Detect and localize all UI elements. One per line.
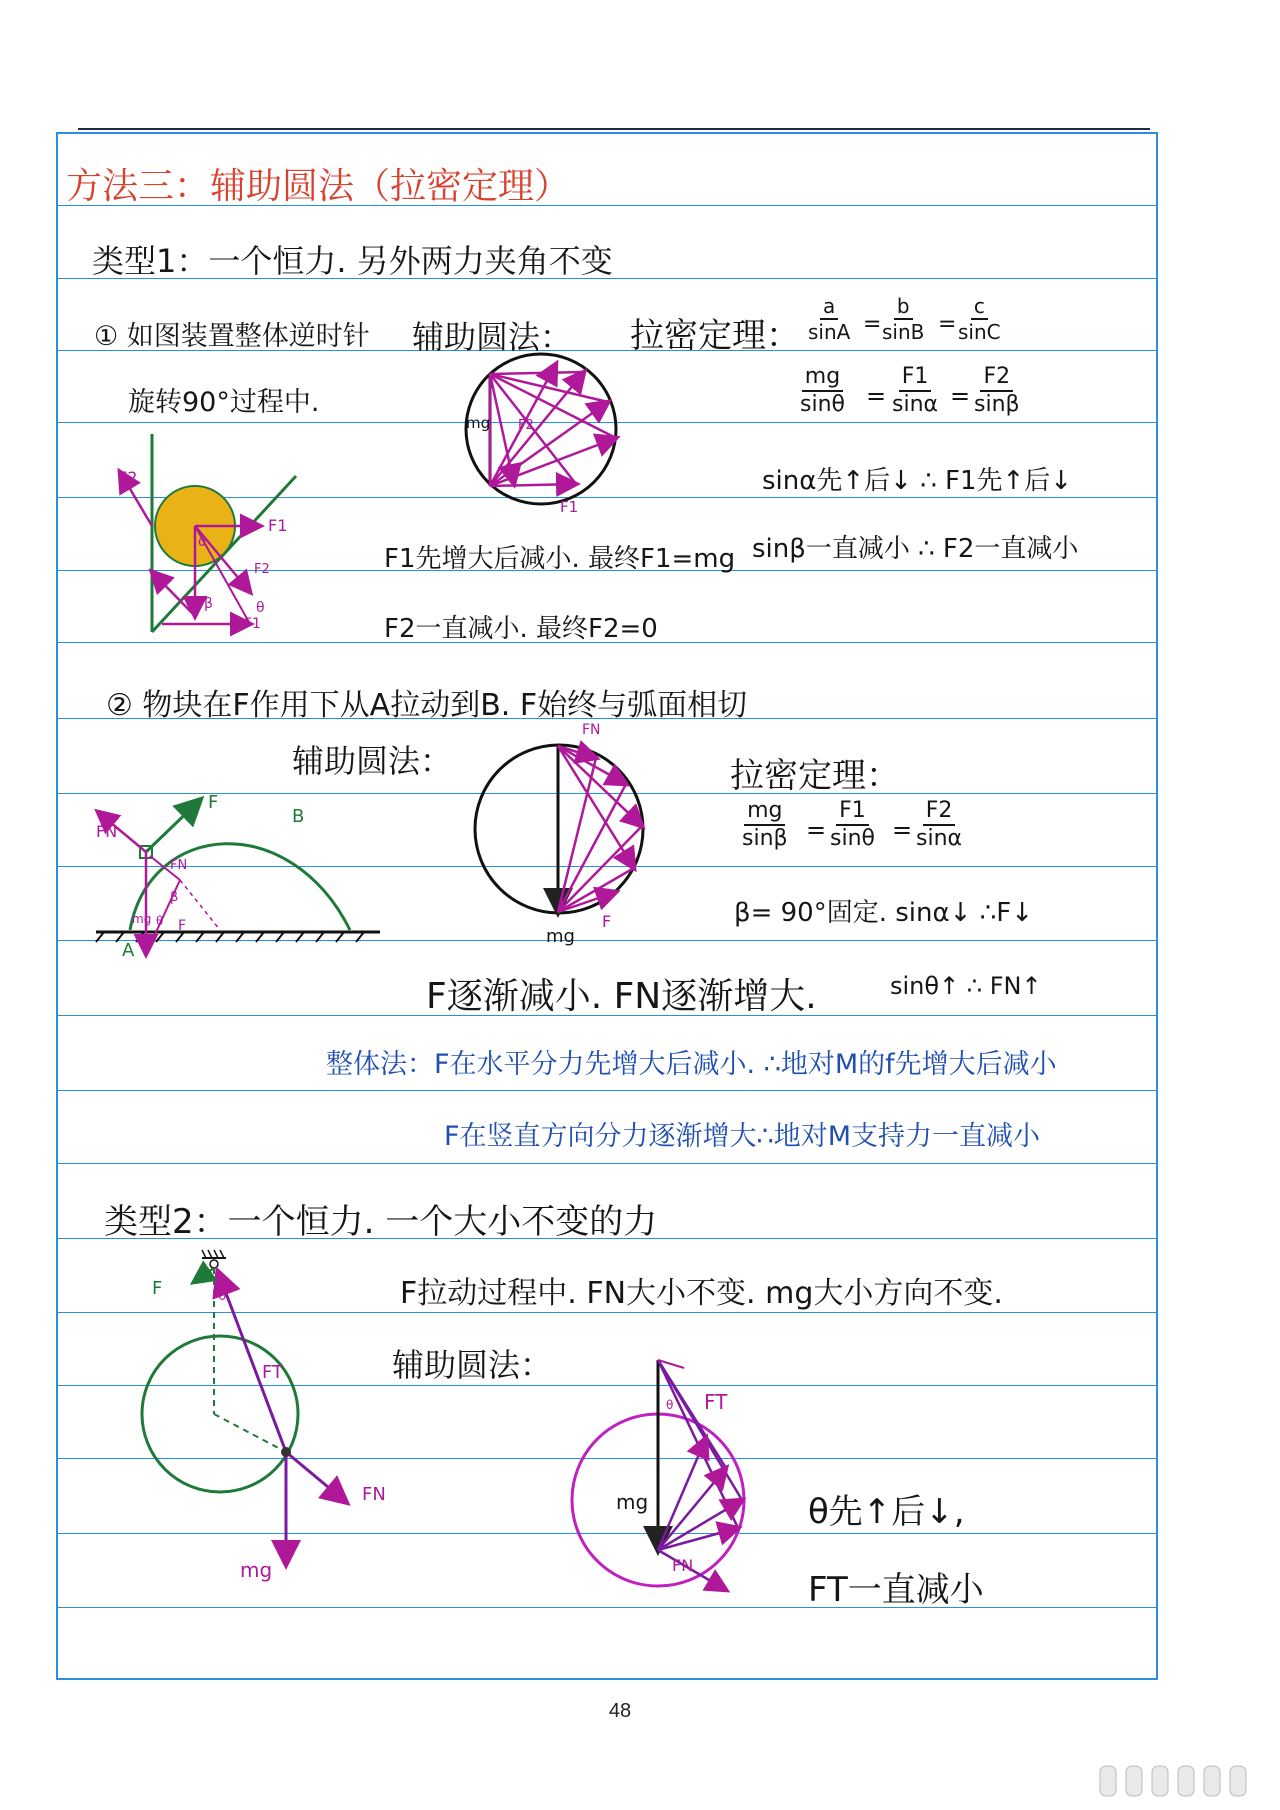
equals-sign: = (892, 816, 913, 844)
aux2-label-mg: mg (546, 926, 575, 947)
equals-sign: = (950, 382, 971, 410)
equals-sign: = (863, 312, 882, 337)
type2-result-2: FT一直减小 (808, 1570, 984, 1610)
wedge-ball-diagram (100, 430, 330, 650)
type2-heading: 类型2：一个恒力. 一个大小不变的力 (104, 1202, 658, 1242)
pendulum-label-F: F (152, 1278, 163, 1299)
case2-beta-line: β= 90°固定. sinα↓ ∴F↓ (734, 898, 1033, 928)
equals-sign: = (806, 816, 827, 844)
ruled-line (56, 1090, 1158, 1091)
aux1-label-F2: F2 (518, 418, 534, 433)
aux2-label-FN: FN (582, 722, 601, 738)
case1-result-1: F1先增大后减小. 最终F1=mg (384, 544, 736, 574)
pendulum-label-mg: mg (240, 1558, 273, 1582)
case2-result: F逐渐减小. FN逐渐增大. (426, 976, 817, 1017)
aux3-label-FT: FT (704, 1390, 728, 1414)
equals-sign: = (938, 312, 957, 337)
method-title: 方法三：辅助圆法（拉密定理） (66, 166, 571, 207)
fraction-mg-sintheta: $\frac{mg}{\sin\theta}$ (800, 364, 845, 417)
case1-aux-title: 辅助圆法： (412, 318, 573, 356)
aux-circle-diagram-3 (566, 1350, 766, 1600)
wedge-label-theta: θ (256, 600, 265, 616)
pendulum-label-FN: FN (362, 1484, 386, 1505)
aux3-label-FN: FN (672, 1556, 694, 1575)
wedge-label-beta: β (204, 596, 213, 612)
type1-heading: 类型1：一个恒力. 另外两力夹角不变 (92, 242, 613, 280)
page-number: 48 (608, 1700, 632, 1722)
wedge-label-F1-bottom: F1 (244, 616, 261, 632)
whole-method-line-1: 整体法：F在水平分力先增大后减小. ∴地对M的f先增大后减小 (326, 1049, 1057, 1080)
arc-label-F: F (208, 792, 219, 813)
case2-lami-title: 拉密定理： (730, 756, 900, 796)
case1-label-2: 旋转90°过程中. (128, 387, 320, 418)
fraction-F1-sinalpha: $\frac{F1}{\sin\alpha}$ (892, 364, 939, 417)
arc-label-mg: mg (132, 912, 152, 926)
arc-label-theta: θ (156, 914, 164, 928)
type2-aux-title: 辅助圆法： (392, 1346, 553, 1384)
arc-label-F-small: F (178, 918, 187, 934)
case2-result-right: sinθ↑ ∴ FN↑ (890, 972, 1042, 1000)
whole-method-line-2: F在竖直方向分力逐渐增大∴地对M支持力一直减小 (444, 1121, 1041, 1152)
fraction-b-sinB: $\frac{b}{\sin B}$ (882, 294, 925, 344)
fraction-F1-sintheta: $\frac{F1}{\sin\theta}$ (830, 798, 875, 851)
ruled-line (56, 1163, 1158, 1164)
top-rule (78, 128, 1150, 130)
wedge-label-F1: F1 (268, 516, 288, 535)
arc-label-B: B (292, 806, 305, 827)
pendulum-circle-diagram (136, 1246, 376, 1586)
case1-label: ① 如图装置整体逆时针 (94, 321, 370, 352)
case2-label: ② 物块在F作用下从A拉动到B. F始终与弧面相切 (106, 688, 748, 723)
pendulum-label-FT: FT (262, 1362, 284, 1383)
aux1-label-F1: F1 (560, 498, 579, 516)
arc-label-beta: β (170, 890, 179, 905)
wedge-label-alpha: α (198, 534, 208, 550)
aux3-label-theta: θ (666, 1398, 674, 1412)
case1-result-2: F2一直减小. 最终F2=0 (384, 614, 658, 644)
aux2-label-F: F (602, 912, 612, 931)
aux3-label-mg: mg (616, 1490, 649, 1514)
case2-aux-title: 辅助圆法： (292, 742, 453, 780)
arc-label-FN-inner: FN (170, 858, 188, 873)
pendulum-label-theta: θ (218, 1288, 227, 1304)
case1-lami-title: 拉密定理： (630, 316, 800, 356)
wedge-label-F2-inner: F2 (254, 562, 270, 577)
fraction-F2-sinalpha: $\frac{F2}{\sin\alpha}$ (916, 798, 963, 851)
sinalpha-conclusion: sinα先↑后↓ ∴ F1先↑后↓ (762, 466, 1073, 496)
fraction-F2-sinbeta: $\frac{F2}{\sin\beta}$ (974, 364, 1020, 417)
arc-label-A: A (122, 940, 135, 961)
arc-block-diagram (90, 790, 390, 970)
fraction-a-sinA: $\frac{a}{\sin A}$ (808, 294, 851, 344)
ruled-line (56, 1607, 1158, 1608)
fraction-mg-sinbeta: $\frac{mg}{\sin\beta}$ (742, 798, 788, 851)
type2-result-1: θ先↑后↓, (808, 1492, 965, 1532)
type2-line-1: F拉动过程中. FN大小不变. mg大小方向不变. (400, 1276, 1003, 1311)
equals-sign: = (866, 382, 887, 410)
page-curl-icon (1098, 1762, 1268, 1802)
aux-circle-diagram-2 (466, 736, 652, 922)
aux1-label-mg: mg (466, 414, 491, 432)
wedge-label-F2: F2 (118, 468, 138, 487)
arc-label-FN: FN (96, 822, 118, 841)
fraction-c-sinC: $\frac{c}{\sin C}$ (958, 294, 1001, 344)
sinbeta-conclusion: sinβ一直减小 ∴ F2一直减小 (752, 534, 1079, 564)
